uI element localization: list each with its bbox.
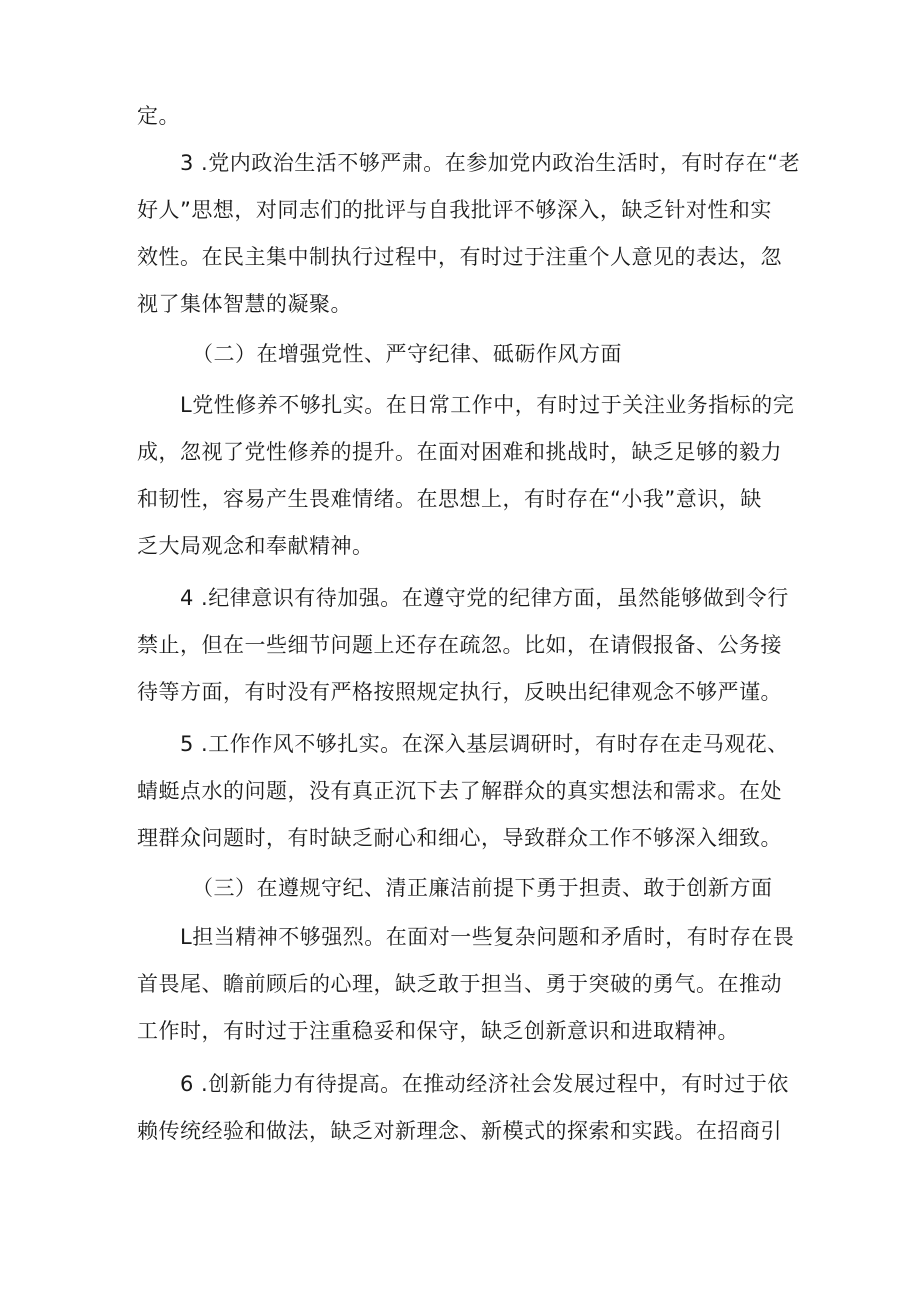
paragraph-line: 效性。在民主集中制执行过程中，有时过于注重个人意见的表达，忽 bbox=[137, 245, 782, 269]
paragraph-line: 待等方面，有时没有严格按照规定执行，反映出纪律观念不够严谨。 bbox=[137, 680, 782, 704]
paragraph-line: 理群众问题时，有时缺乏耐心和细心，导致群众工作不够深入细致。 bbox=[137, 826, 782, 850]
paragraph-line: 5 .工作作风不够扎实。在深入基层调研时，有时存在走马观花、 bbox=[180, 732, 789, 756]
paragraph-line: 3 .党内政治生活不够严肃。在参加党内政治生活时，有时存在“老 bbox=[180, 151, 801, 175]
paragraph-line: 禁止，但在一些细节问题上还存在疏忽。比如，在请假报备、公务接 bbox=[137, 633, 782, 657]
section-heading: （二）在增强党性、严守纪律、砥砺作风方面 bbox=[192, 342, 622, 366]
section-heading: （三）在遵规守纪、清正廉洁前提下勇于担责、敢于创新方面 bbox=[192, 876, 773, 900]
paragraph-line: 好人”思想，对同志们的批评与自我批评不够深入，缺乏针对性和实 bbox=[137, 198, 772, 222]
paragraph-line: L担当精神不够强烈。在面对一些复杂问题和矛盾时，有时存在畏 bbox=[180, 925, 795, 949]
paragraph-line: 蜻蜓点水的问题，没有真正沉下去了解群众的真实想法和需求。在处 bbox=[137, 779, 782, 803]
paragraph-line: 4 .纪律意识有待加强。在遵守党的纪律方面，虽然能够做到令行 bbox=[180, 586, 789, 610]
paragraph-line: 视了集体智慧的凝聚。 bbox=[137, 292, 352, 316]
paragraph-line: 赖传统经验和做法，缺乏对新理念、新模式的探索和实践。在招商引 bbox=[137, 1119, 782, 1143]
paragraph-line: 工作时，有时过于注重稳妥和保守，缺乏创新意识和进取精神。 bbox=[137, 1019, 739, 1043]
paragraph-line: 和韧性，容易产生畏难情绪。在思想上，有时存在“小我”意识，缺 bbox=[137, 487, 762, 511]
paragraph-line: L党性修养不够扎实。在日常工作中，有时过于关注业务指标的完 bbox=[180, 393, 795, 417]
paragraph-line: 6 .创新能力有待提高。在推动经济社会发展过程中，有时过于依 bbox=[180, 1072, 789, 1096]
paragraph-line: 定。 bbox=[137, 104, 180, 128]
paragraph-line: 成，忽视了党性修养的提升。在面对困难和挑战时，缺乏足够的毅力 bbox=[137, 440, 782, 464]
paragraph-line: 首畏尾、瞻前顾后的心理，缺乏敢于担当、勇于突破的勇气。在推动 bbox=[137, 972, 782, 996]
paragraph-line: 乏大局观念和奉献精神。 bbox=[137, 534, 374, 558]
